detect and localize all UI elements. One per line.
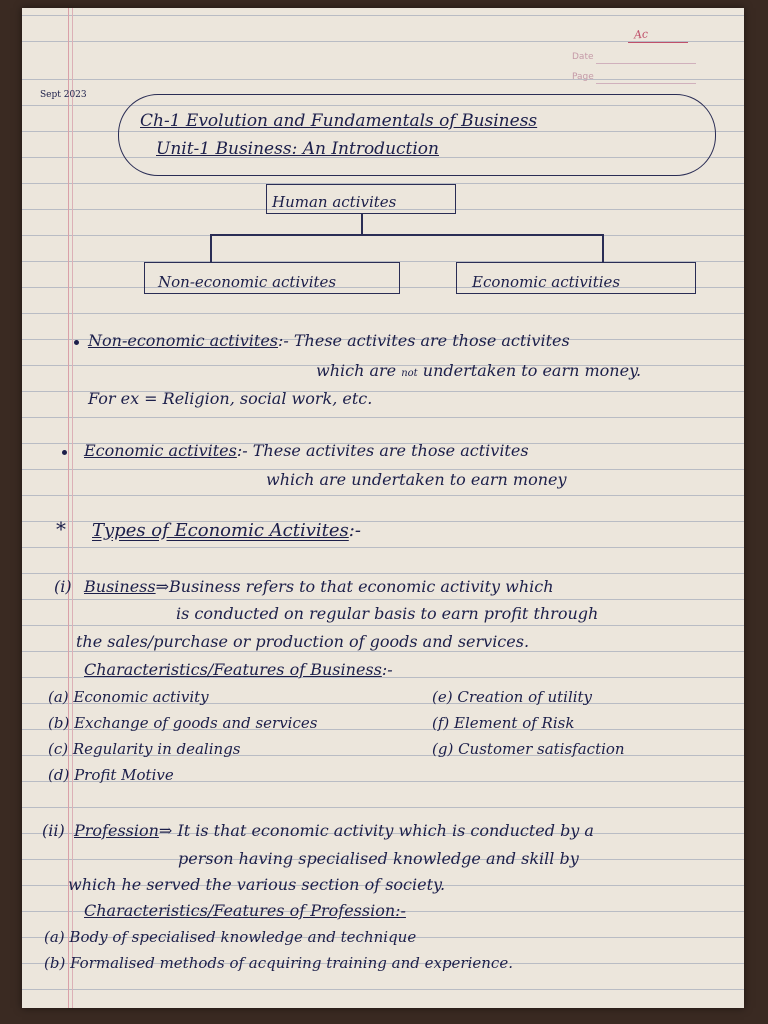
margin-line — [68, 8, 69, 1008]
page-stamp: Ac — [633, 27, 649, 42]
non-economic-term: Non-economic activites — [88, 331, 278, 350]
business-feature-item: (f) Element of Risk — [432, 714, 575, 732]
profession-text: ⇒ It is that economic activity which is conducted by a — [158, 821, 594, 840]
types-heading-suffix: :- — [348, 520, 361, 541]
business-term: Business — [84, 577, 156, 596]
business-feature-item: (a) Economic activity — [48, 688, 209, 706]
economic-term: Economic activites — [84, 441, 237, 460]
business-feature-item: (e) Creation of utility — [432, 688, 593, 706]
written-date: Sept 2023 — [40, 90, 87, 100]
non-economic-line1 — [88, 332, 570, 350]
profession-line2: person having specialised knowledge and skill by — [178, 849, 579, 868]
business-features-heading-text: Characteristics/Features of Business — [84, 660, 382, 679]
non-economic-example: For ex = Religion, social work, etc. — [88, 389, 373, 408]
economic-text: :- These activites are those activites — [236, 441, 529, 460]
date-label: Date — [572, 52, 594, 62]
business-feature-item: (c) Regularity in dealings — [48, 740, 241, 758]
diagram-right-label: Economic activities — [472, 273, 621, 291]
star-mark: * — [56, 517, 66, 541]
business-text: ⇒Business refers to that economic activity which — [155, 577, 554, 596]
date-line — [596, 63, 696, 64]
business-feature-item: (b) Exchange of goods and services — [48, 714, 318, 732]
profession-line3: which he served the various section of society. — [68, 875, 446, 894]
page-label: Page — [572, 72, 594, 82]
diagram-root-label: Human activites — [272, 193, 397, 211]
bullet — [74, 340, 79, 345]
chapter-title: Ch-1 Evolution and Fundamentals of Business — [140, 111, 538, 131]
types-heading-text: Types of Economic Activites — [92, 520, 349, 541]
diagram-connector — [602, 234, 604, 262]
economic-line1 — [84, 442, 529, 460]
profession-number: (ii) — [42, 821, 65, 840]
profession-line1 — [74, 822, 594, 840]
business-features-heading — [84, 661, 393, 679]
business-number: (i) — [54, 577, 72, 596]
title-cloud — [118, 94, 716, 176]
diagram-left-label: Non-economic activites — [158, 273, 337, 291]
business-feature-item: (d) Profit Motive — [48, 766, 174, 784]
business-features-suffix: :- — [381, 660, 393, 679]
profession-feature-item: (b) Formalised methods of acquiring training and experience. — [44, 954, 513, 972]
non-economic-line2 — [316, 362, 641, 383]
notebook-page — [22, 8, 744, 1008]
non-economic-text: :- These activites are those activites — [278, 331, 570, 350]
diagram-connector — [210, 234, 212, 262]
inserted-word: not — [401, 368, 418, 379]
margin-line — [72, 8, 73, 1008]
diagram-connector — [361, 213, 363, 235]
diagram-connector — [210, 234, 602, 236]
business-line1 — [84, 578, 554, 596]
profession-features-heading: Characteristics/Features of Profession:- — [84, 901, 406, 920]
types-heading — [92, 522, 361, 540]
business-feature-item: (g) Customer satisfaction — [432, 740, 625, 758]
economic-line2: which are undertaken to earn money — [266, 470, 567, 489]
page-line — [596, 83, 696, 84]
non-economic-text: undertaken to earn money. — [422, 361, 642, 380]
business-line3: the sales/purchase or production of goods and services. — [76, 632, 530, 651]
unit-title: Unit-1 Business: An Introduction — [156, 139, 439, 159]
stamp-underline — [628, 42, 688, 43]
business-line2: is conducted on regular basis to earn profit through — [176, 604, 599, 623]
non-economic-text: which are — [316, 361, 397, 380]
profession-term: Profession — [74, 821, 159, 840]
profession-feature-item: (a) Body of specialised knowledge and technique — [44, 928, 417, 946]
bullet — [62, 450, 67, 455]
